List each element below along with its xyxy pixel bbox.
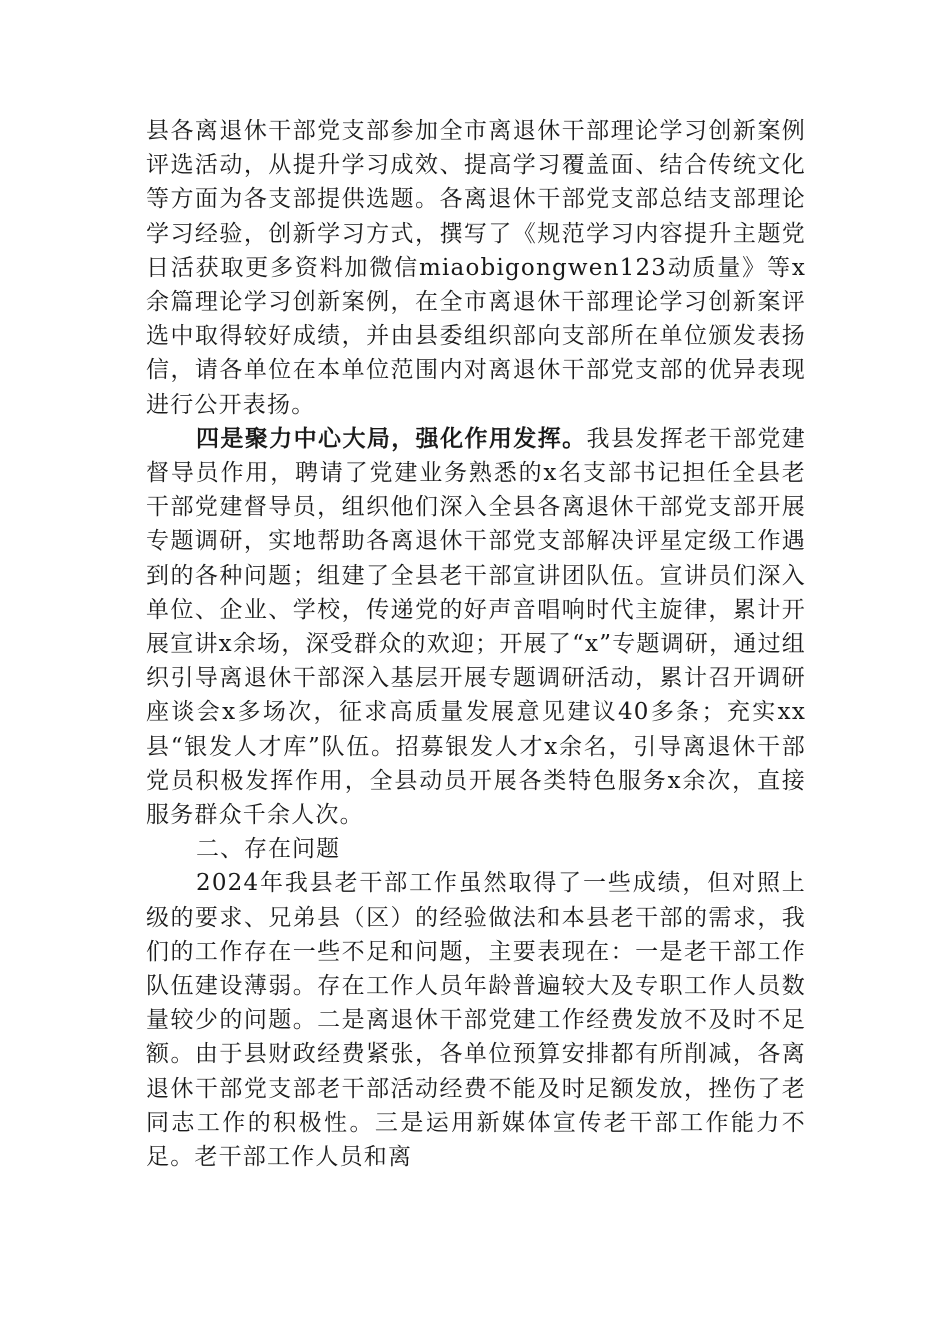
document-body [146, 114, 806, 1174]
paragraph-text: 2024年我县老干部工作虽然取得了一些成绩，但对照上级的要求、兄弟县（区）的经验做法和本县老干部的需求，我们的工作存在一些不足和问题，主要表现在：一是老干部工作队伍建设薄弱。存在工作人员年龄普遍较大及专职工作人员数量较少的问题。二是离退休干部党建工作经费发放不及时不足额。由于县财政经费紧张，各单位预算安排都有所削减，各离退休干部党支部老干部活动经费不能及时足额发放，挫伤了老同志工作的积极性。三是运用新媒体宣传老干部工作能力不足。老干部工作人员和离 [146, 870, 806, 1171]
paragraph-lead: 四是聚力中心大局，强化作用发挥。 [196, 424, 587, 452]
paragraph-case-selection [146, 114, 806, 422]
paragraph-text: 县各离退休干部党支部参加全市离退休干部理论学习创新案例评选活动，从提升学习成效、提高学习覆盖面、结合传统文化等方面为各支部提供选题。各离退休干部党支部总结支部理论学习经验，创新学习方式，撰写了《规范学习内容提升主题党日活获取更多资料加微信miaobigongwen123动质量》等x余篇理论学习创新案例，在全市离退休干部理论学习创新案评选中取得较好成绩，并由县委组织部向支部所在单位颁发表扬信，请各单位在本单位范围内对离退休干部党支部的优异表现进行公开表扬。 [146, 118, 806, 418]
section-heading-problems: 二、存在问题 [196, 836, 340, 863]
paragraph-problems [146, 866, 806, 1174]
paragraph-text: 我县发挥老干部党建督导员作用，聘请了党建业务熟悉的x名支部书记担任全县老干部党建督导员，组织他们深入全县各离退休干部党支部开展专题调研，实地帮助各离退休干部党支部解决评星定级工作遇到的各种问题；组建了全县老干部宣讲团队伍。宣讲员们深入单位、企业、学校，传递党的好声音唱响时代主旋律，累计开展宣讲x余场，深受群众的欢迎；开展了“x”专题调研，通过组织引导离退休干部深入基层开展专题调研活动，累计召开调研座谈会x多场次，征求高质量发展意见建议40多条；充实xx县“银发人才库”队伍。招募银发人才x余名，引导离退休干部党员积极发挥作用，全县动员开展各类特色服务x余次，直接服务群众千余人次。 [146, 425, 806, 829]
paragraph-focus-center [146, 422, 806, 832]
